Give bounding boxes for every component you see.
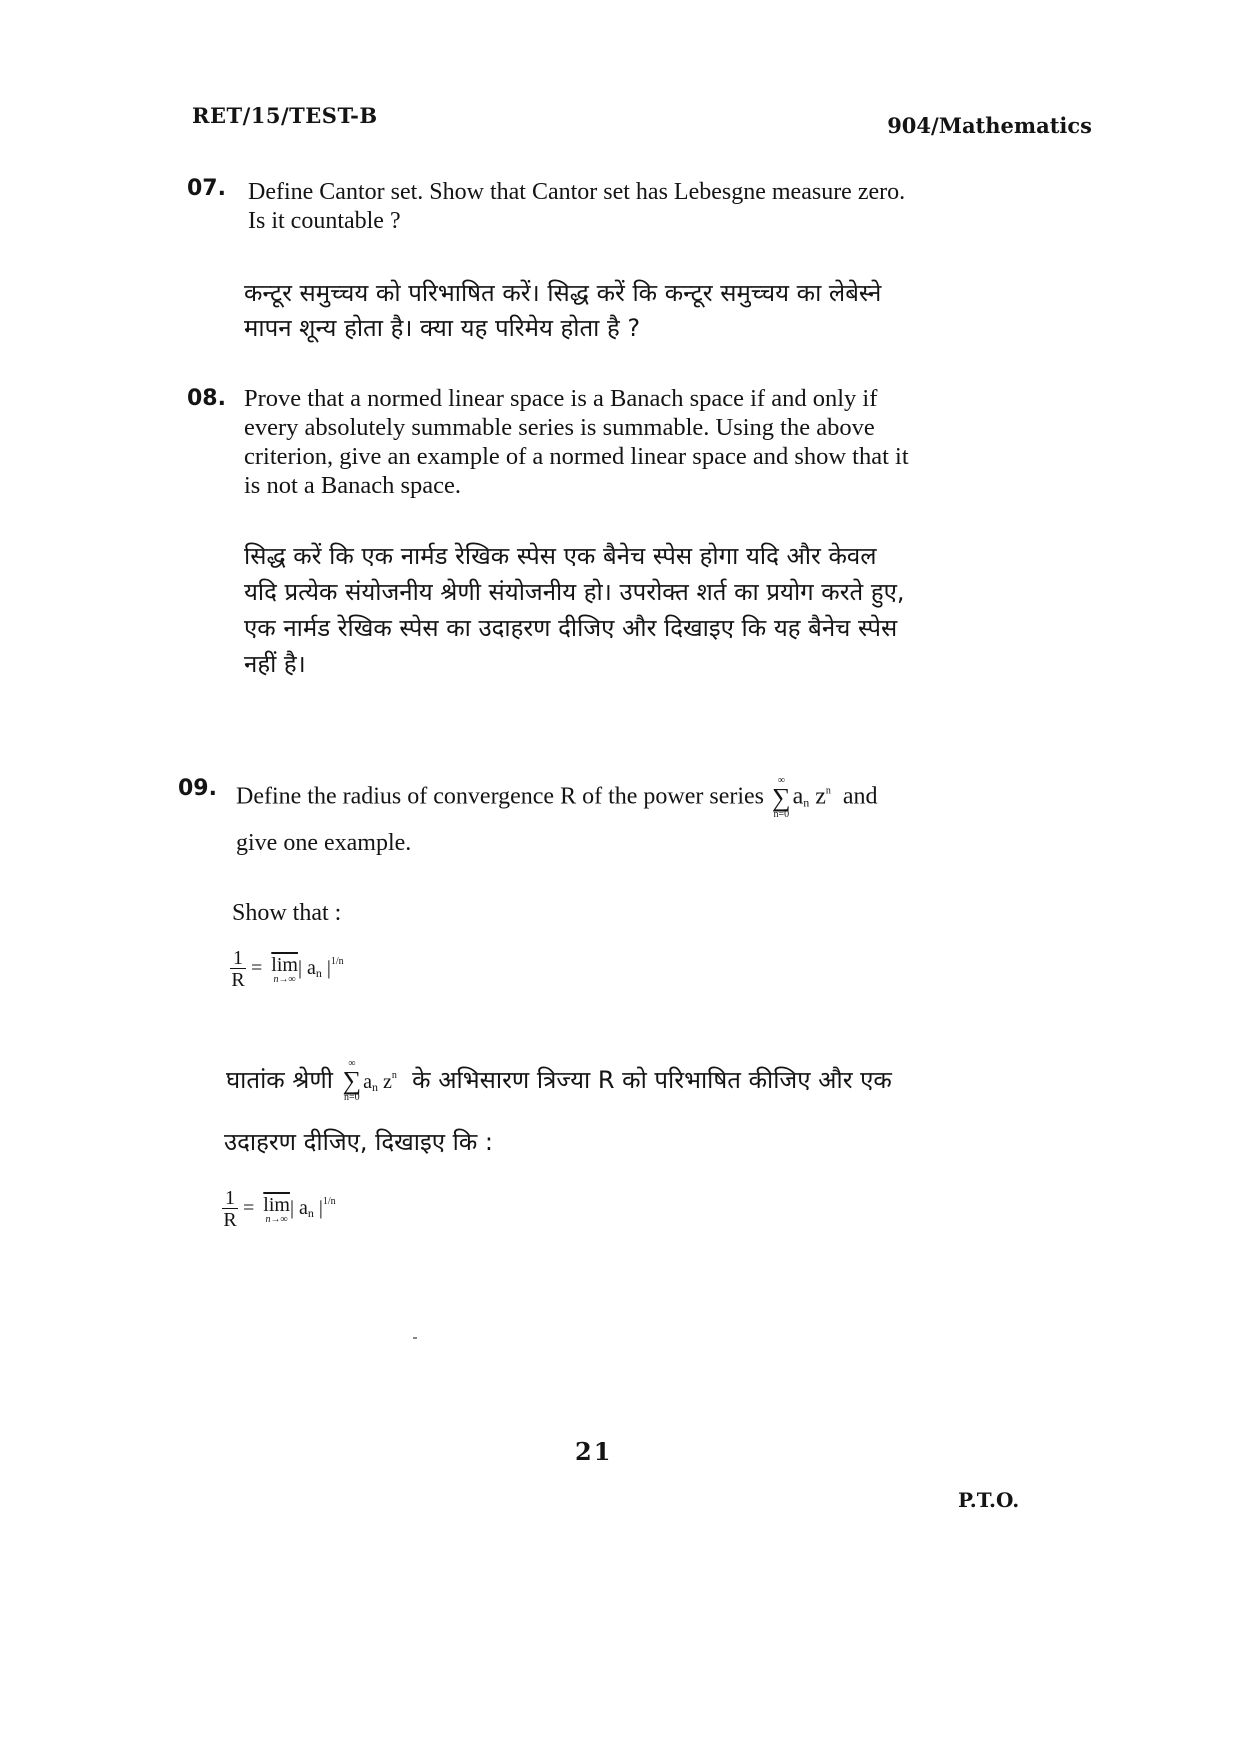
power-series-sum xyxy=(772,776,791,820)
question-07-number: 07. xyxy=(187,176,226,201)
formula-abs-close: | xyxy=(321,957,331,980)
question-07-english xyxy=(248,178,1098,236)
hindi-series-term-z: z xyxy=(378,1071,392,1093)
q07-hindi-line-1: कन्टूर समुच्चय को परिभाषित करें। सिद्ध करें कि कन्टूर समुच्चय का लेबेस्ने xyxy=(244,279,882,307)
question-08-number: 08. xyxy=(187,386,226,411)
formula2-abs-close: | xyxy=(313,1197,323,1220)
page-number: 21 xyxy=(575,1437,613,1466)
q07-english-line-1: Define Cantor set. Show that Cantor set has Lebesgne measure zero. xyxy=(248,179,906,205)
hindi-series-term-sup: n xyxy=(391,1070,397,1081)
q09-english-line-2: give one example. xyxy=(236,830,412,856)
series-term-z: z xyxy=(809,783,826,810)
q07-hindi-line-2: मापन शून्य होता है। क्या यह परिमेय होता है ? xyxy=(244,314,641,342)
hindi-series-term-a: a xyxy=(363,1071,372,1093)
q09-english-line-1-text: Define the radius of convergence R of the power series xyxy=(236,783,765,810)
q09-english-line-1-end: and xyxy=(842,783,878,810)
q08-english-line-3: criterion, give an example of a normed linear space and show that it xyxy=(244,443,909,470)
formula-limsup xyxy=(271,955,298,985)
formula2-exponent: 1/n xyxy=(322,1196,336,1208)
scan-speck xyxy=(413,1337,417,1339)
formula-exponent: 1/n xyxy=(330,956,344,968)
question-09-english-line-1 xyxy=(236,776,1096,820)
radius-formula-hindi xyxy=(222,1188,336,1231)
formula-abs: | a xyxy=(297,957,316,980)
q08-english-line-2: every absolutely summable series is summable. Using the above xyxy=(244,414,875,441)
q09-hindi-line-1-start: घातांक श्रेणी xyxy=(226,1066,333,1094)
subject-header: 904/Mathematics xyxy=(887,113,1092,138)
formula2-numerator: 1 xyxy=(222,1188,238,1209)
q09-hindi-line-2: उदाहरण दीजिए, दिखाइए कि : xyxy=(224,1128,494,1156)
hindi-sum-upper-limit: ∞ xyxy=(348,1058,356,1069)
radius-formula-english xyxy=(230,948,344,991)
q09-hindi-line-1-end: के अभिसारण त्रिज्या R को परिभाषित कीजिए और एक xyxy=(412,1066,892,1094)
question-08-hindi xyxy=(244,538,1104,682)
formula-denominator: R xyxy=(231,969,245,991)
limsup-text: $\overline{lim}$ xyxy=(271,953,298,976)
formula2-fraction xyxy=(222,1188,238,1231)
formula-fraction xyxy=(230,948,246,991)
q08-english-line-4: is not a Banach space. xyxy=(244,472,462,499)
q08-hindi-line-3: एक नार्मड रेखिक स्पेस का उदाहरण दीजिए और दिखाइए कि यह बैनेच स्पेस xyxy=(244,614,898,642)
formula-equals: = xyxy=(251,957,263,980)
q08-hindi-line-2: यदि प्रत्येक संयोजनीय श्रेणी संयोजनीय हो। उपरोक्त शर्त का प्रयोग करते हुए, xyxy=(244,578,905,606)
question-07-hindi xyxy=(244,276,1104,346)
series-term-a: a xyxy=(792,783,804,810)
q08-hindi-line-1: सिद्ध करें कि एक नार्मड रेखिक स्पेस एक बैनेच स्पेस होगा यदि और केवल xyxy=(244,542,877,570)
hindi-sum-lower-limit: n=0 xyxy=(344,1092,360,1103)
test-code-header: RET/15/TEST-B xyxy=(192,103,378,128)
q08-english-line-1: Prove that a normed linear space is a Banach space if and only if xyxy=(244,385,878,412)
formula2-limsup xyxy=(263,1195,290,1225)
formula2-abs-sub: n xyxy=(307,1206,314,1221)
q08-hindi-line-4: नहीं है। xyxy=(244,650,306,678)
question-08-english xyxy=(244,384,1094,500)
q09-hindi-line-1 xyxy=(226,1058,1126,1105)
q07-english-line-2: Is it countable ? xyxy=(248,208,401,234)
pto-label: P.T.O. xyxy=(958,1488,1020,1512)
limsup2-text: $\overline{lim}$ xyxy=(263,1193,290,1216)
sum-lower-limit: n=0 xyxy=(773,809,790,820)
formula-abs-sub: n xyxy=(315,966,322,981)
sigma-symbol: ∑ xyxy=(772,783,791,812)
formula2-denominator: R xyxy=(223,1209,237,1231)
formula-numerator: 1 xyxy=(230,948,246,969)
formula2-abs: | a xyxy=(289,1197,308,1220)
q09-show-that: Show that : xyxy=(232,900,342,926)
hindi-sigma-symbol: ∑ xyxy=(342,1066,362,1095)
limsup2-subscript: n→∞ xyxy=(265,1213,288,1225)
limsup-subscript: n→∞ xyxy=(273,973,296,985)
series-term-sub: n xyxy=(803,795,810,810)
hindi-series-term-sub: n xyxy=(372,1080,378,1094)
hindi-power-series-sum xyxy=(343,1059,362,1103)
series-term-sup: n xyxy=(825,785,831,797)
formula2-equals: = xyxy=(243,1197,255,1220)
question-09-number: 09. xyxy=(178,776,217,801)
sum-upper-limit: ∞ xyxy=(777,775,785,786)
